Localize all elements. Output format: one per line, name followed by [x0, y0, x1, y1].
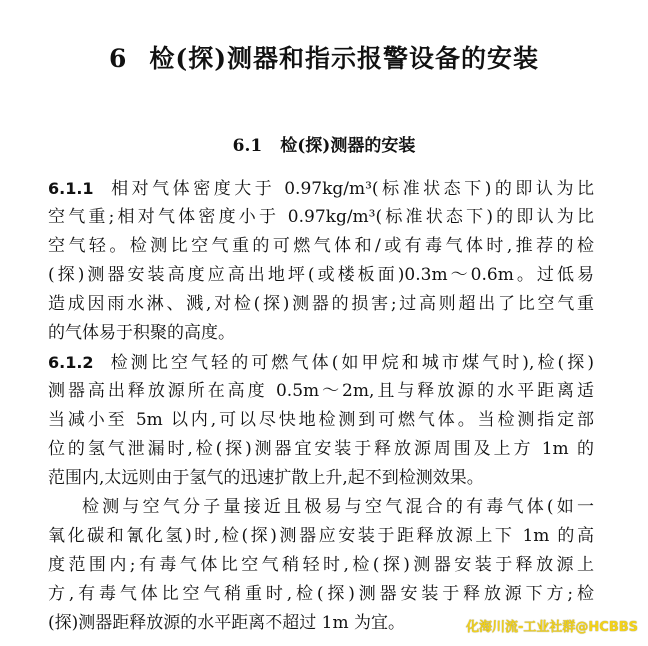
section-number: 6.1 [232, 136, 263, 156]
paragraph-line [48, 435, 594, 464]
line-text: 方,有毒气体比空气稍重时,检(探)测器安装于释放源下方;检 [48, 584, 594, 604]
section-title: 检(探)测器的安装 [280, 136, 416, 156]
clause-number: 6.1.1 [48, 179, 94, 198]
paragraph-line [48, 174, 594, 203]
paragraph-line [48, 522, 594, 551]
paragraph-line [48, 551, 594, 580]
line-text: (探)测器距释放源的水平距离不超过 1m 为宜。 [48, 613, 406, 633]
line-text: 的气体易于积聚的高度。 [48, 323, 235, 343]
body-text [48, 174, 594, 638]
chapter-number: 6 [108, 44, 128, 73]
paragraph-line [48, 406, 594, 435]
paragraph-line [48, 319, 594, 348]
line-text: 空气轻。检测比空气重的可燃气体和/或有毒气体时,推荐的检 [48, 236, 594, 256]
line-text: 度范围内;有毒气体比空气稍轻时,检(探)测器安装于释放源上 [48, 555, 594, 575]
clause-number: 6.1.2 [48, 353, 94, 372]
paragraph-line [48, 261, 594, 290]
watermark: 化海川流-工业社群@HCBBS [466, 620, 638, 635]
paragraph-line [48, 580, 594, 609]
paragraph-line [48, 348, 594, 377]
paragraph-line [48, 493, 594, 522]
line-text: 范围内,太远则由于氢气的迅速扩散上升,起不到检测效果。 [48, 468, 484, 488]
chapter-title: 检(探)测器和指示报警设备的安装 [149, 44, 540, 73]
line-text: 测器高出释放源所在高度 0.5m～2m,且与释放源的水平距离适 [48, 381, 594, 401]
section-heading [0, 134, 648, 158]
line-text: 空气重;相对气体密度小于 0.97kg/m³(标准状态下)的即认为比 [48, 207, 594, 227]
paragraph-line [48, 290, 594, 319]
line-text: (探)测器安装高度应高出地坪(或楼板面)0.3m～0.6m。过低易 [48, 265, 594, 285]
chapter-heading [0, 42, 648, 76]
line-text: 位的氢气泄漏时,检(探)测器宜安装于释放源周围及上方 1m 的 [48, 439, 594, 459]
line-text: 氧化碳和氰化氢)时,检(探)测器应安装于距释放源上下 1m 的高 [48, 526, 594, 546]
line-text: 检测比空气轻的可燃气体(如甲烷和城市煤气时),检(探) [107, 353, 594, 373]
line-text: 检测与空气分子量接近且极易与空气混合的有毒气体(如一 [82, 497, 594, 517]
line-text: 相对气体密度大于 0.97kg/m³(标准状态下)的即认为比 [107, 179, 594, 199]
line-text: 当减小至 5m 以内,可以尽快地检测到可燃气体。当检测指定部 [48, 410, 594, 430]
paragraph-line [48, 464, 594, 493]
paragraph-line [48, 377, 594, 406]
line-text: 造成因雨水淋、溅,对检(探)测器的损害;过高则超出了比空气重 [48, 294, 594, 314]
paragraph-line [48, 203, 594, 232]
paragraph-line [48, 232, 594, 261]
